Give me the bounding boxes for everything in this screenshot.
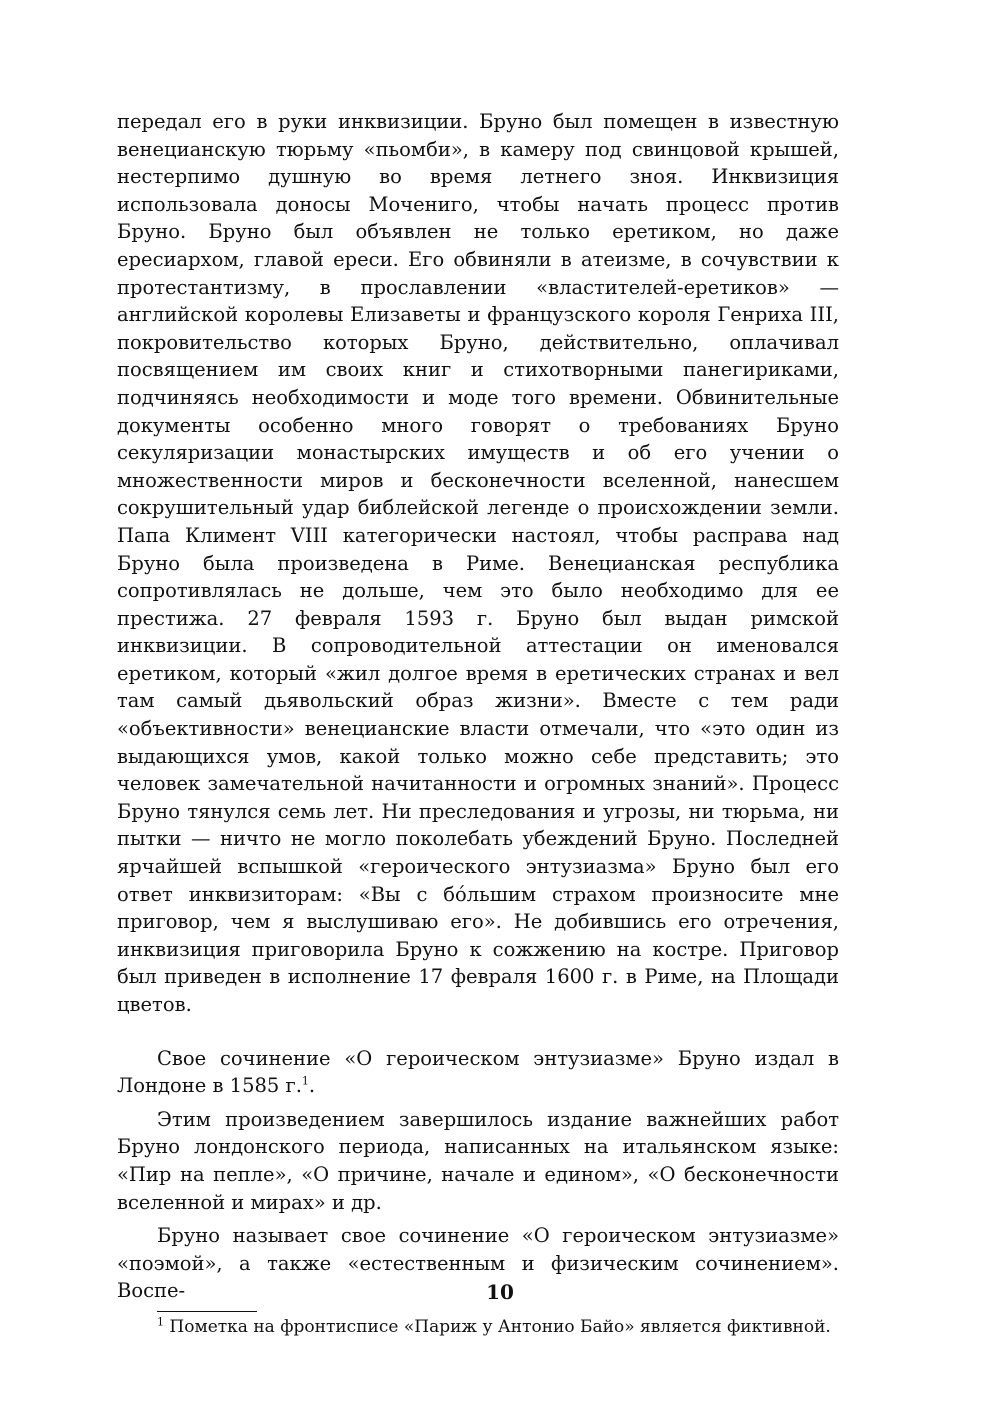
footnote-marker: 1 — [157, 1315, 164, 1329]
paragraph-1: передал его в руки инквизиции. Бруно был помещен в известную венецианскую тюрьму «пьомби», в камеру под свинцовой крышей, нестерпимо душную во время летнего зноя. Инквизиция использовала доносы Мочениго, чтобы начать процесс против Бруно. Бруно был объявлен не только еретиком, но даже ересиархом, главой ереси. Его обвиняли в атеизме, в сочувствии к протестантизму, в прославлении «властителей-еретиков» — английской королевы Елизаветы и французского короля Генриха III, покровительство которых Бруно, действительно, оплачивал посвящением им своих книг и стихотворными панегириками, подчиняясь необходимости и моде того времени. Обвинительные документы особенно много говорят о требованиях Бруно секуляризации монастырских имуществ и об его учении о множественности миров и бесконечности вселенной, нанесшем сокрушительный удар библейской легенде о происхождении земли. Папа Климент VIII категорически настоял, чтобы расправа над Бруно была произведена в Риме. Венецианская республика сопротивлялась не дольше, чем это было необходимо для ее престижа. 27 февраля 1593 г. Бруно был выдан римской инквизиции. В сопроводительной аттестации он именовался еретиком, который «жил долгое время в еретических странах и вел там самый дьявольский образ жизни». Вместе с тем ради «объективности» венецианские власти отмечали, что «это один из выдающихся умов, какой только можно себе представить; это человек замечательной начитанности и огромных знаний». Процесс Бруно тянулся семь лет. Ни преследования и угрозы, ни тюрьма, ни пытки — ничто не могло поколебать убеждений Бруно. Последней ярчайшей вспышкой «героического энтузиазма» Бруно был его ответ инквизиторам: «Вы с бóльшим страхом произносите мне приговор, чем я выслушиваю его». Не добившись его отречения, инквизиция приговорила Бруно к сожжению на костре. Приговор был приведен в исполнение 17 февраля 1600 г. в Риме, на Площади цветов. — [117, 110, 839, 1016]
paragraph-3: Этим произведением завершилось издание важнейших работ Бруно лондонского периода, написанных на итальянском языке: «Пир на пепле», «О причине, начале и едином», «О бесконечности вселенной и мирах» и др. — [117, 1107, 839, 1214]
footnote-reference: 1 — [301, 1074, 309, 1088]
page-body — [117, 108, 839, 1339]
footnote — [117, 1316, 839, 1339]
footnote-text: Пометка на фронтисписе «Париж у Антонио Байо» является фиктивной. — [169, 1316, 831, 1337]
page-number: 10 — [486, 1280, 514, 1304]
paragraph-2-text: Свое сочинение «О героическом энтузиазме» Бруно издал в Лондоне в 1585 г. — [117, 1046, 839, 1098]
paragraph-2: Свое сочинение «О героическом энтузиазме» Бруно издал в Лондоне в 1585 г.$^1$. — [117, 1046, 839, 1098]
paragraph-4: Бруно называет свое сочинение «О героическом энтузиазме» «поэмой», а также «естественным и физическим сочинением». Воспе- — [117, 1224, 839, 1303]
footnote-divider — [157, 1311, 257, 1312]
